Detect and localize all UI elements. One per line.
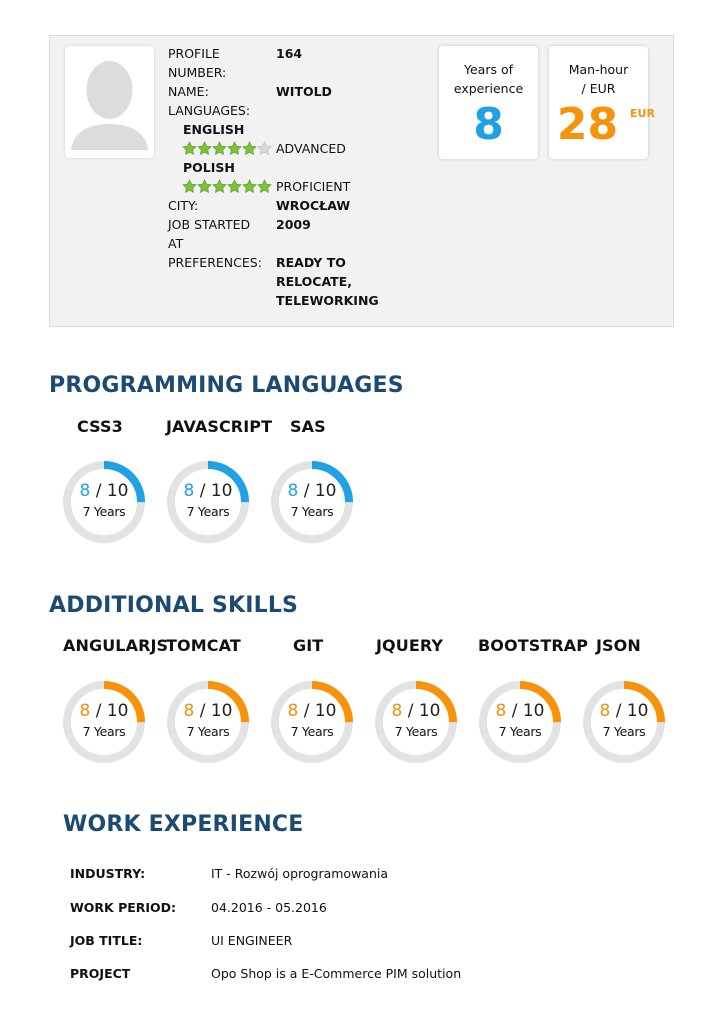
gauge-years: 7 Years (602, 724, 646, 739)
gauge-max-value: 10 (626, 701, 649, 721)
gauge-ring (62, 680, 146, 764)
preferences-label: PREFERENCES: (168, 255, 262, 270)
gauge-score (270, 701, 354, 721)
preferences-value: READY TO RELOCATE, TELEWORKING (276, 255, 379, 308)
gauge-score-value: 8 (391, 701, 403, 721)
star-icon (197, 179, 212, 194)
work-period-label: WORK PERIOD: (70, 900, 177, 915)
gauge-max-value: 10 (210, 701, 233, 721)
gauge-ring (62, 460, 146, 544)
additional-skills-title: ADDITIONAL SKILLS (49, 593, 299, 618)
skill-gauge (166, 460, 250, 544)
gauge-max-value: 10 (314, 481, 337, 501)
gauge-score (62, 481, 146, 501)
skill-name: GIT (293, 636, 324, 655)
gauge-years: 7 Years (290, 504, 334, 519)
rate-caption: Man-hour / EUR (568, 62, 629, 96)
gauge-score (582, 701, 666, 721)
gauge-score-max: / 10 (402, 701, 441, 721)
gauge-max-value: 10 (106, 481, 129, 501)
gauge-score (478, 701, 562, 721)
gauge-score-max: / 10 (298, 701, 337, 721)
experience-stat (439, 46, 538, 159)
skill-name: SAS (290, 417, 326, 436)
gauge-score-value: 8 (287, 701, 299, 721)
work-period-value: 04.2016 - 05.2016 (211, 900, 327, 915)
skill-name: JSON (596, 636, 641, 655)
gauge-score-max: / 10 (506, 701, 545, 721)
gauge-max-value: 10 (522, 701, 545, 721)
gauge-score-value: 8 (287, 481, 299, 501)
skill-name: ANGULARJS (63, 636, 169, 655)
gauge-score (62, 701, 146, 721)
gauge-score (166, 481, 250, 501)
skill-gauge (166, 680, 250, 764)
industry-label: INDUSTRY: (70, 866, 146, 881)
star-icon (242, 179, 257, 194)
job-title-value: UI ENGINEER (211, 933, 293, 948)
gauge-ring (270, 460, 354, 544)
name-value: WITOLD (276, 84, 332, 99)
rate-stat (549, 46, 655, 159)
gauge-score-max: / 10 (194, 701, 233, 721)
language-name-english: ENGLISH (183, 122, 245, 137)
city-value: WROCŁAW (276, 198, 351, 213)
languages-label: LANGUAGES: (168, 103, 251, 118)
star-icon (257, 179, 272, 194)
project-label: PROJECT (70, 966, 131, 981)
gauge-max-value: 10 (418, 701, 441, 721)
gauge-years: 7 Years (82, 724, 126, 739)
avatar (65, 46, 154, 158)
gauge-years: 7 Years (394, 724, 438, 739)
city-label: CITY: (168, 198, 199, 213)
language-level-english: ADVANCED (276, 141, 346, 156)
language-name-polish: POLISH (183, 160, 235, 175)
gauge-ring (478, 680, 562, 764)
gauge-score (270, 481, 354, 501)
rate-currency: EUR (630, 107, 655, 120)
profile-card (49, 35, 674, 327)
skill-gauge (270, 460, 354, 544)
user-silhouette-icon (65, 46, 154, 158)
skill-name: BOOTSTRAP (478, 636, 589, 655)
gauge-ring (582, 680, 666, 764)
profile-number-value: 164 (276, 46, 303, 61)
star-icon (197, 141, 212, 156)
gauge-max-value: 10 (210, 481, 233, 501)
skill-gauge (582, 680, 666, 764)
skill-gauge (374, 680, 458, 764)
star-icon (242, 141, 257, 156)
gauge-max-value: 10 (106, 701, 129, 721)
gauge-score-value: 8 (79, 481, 91, 501)
gauge-ring (374, 680, 458, 764)
work-experience-title: WORK EXPERIENCE (63, 812, 304, 837)
gauge-score-max: / 10 (610, 701, 649, 721)
gauge-ring (166, 460, 250, 544)
industry-value: IT - Rozwój oprogramowania (211, 866, 389, 881)
job-title-label: JOB TITLE: (70, 933, 143, 948)
star-icon (257, 141, 272, 156)
skill-gauge (62, 460, 146, 544)
gauge-score-max: / 10 (194, 481, 233, 501)
experience-caption: Years of experience (453, 62, 524, 96)
gauge-score-max: / 10 (90, 481, 129, 501)
skill-gauge (478, 680, 562, 764)
gauge-score-value: 8 (183, 701, 195, 721)
gauge-score-value: 8 (599, 701, 611, 721)
star-icon (182, 141, 197, 156)
gauge-years: 7 Years (498, 724, 542, 739)
rate-value: 28 (556, 99, 619, 150)
star-icon (212, 141, 227, 156)
name-label: NAME: (168, 84, 209, 99)
gauge-score-max: / 10 (298, 481, 337, 501)
skill-name: TOMCAT (166, 636, 241, 655)
job-started-value: 2009 (276, 217, 311, 232)
gauge-years: 7 Years (290, 724, 334, 739)
star-icon (182, 179, 197, 194)
project-value: Opo Shop is a E-Commerce PIM solution (211, 966, 462, 981)
gauge-years: 7 Years (186, 724, 230, 739)
skill-name: CSS3 (77, 417, 123, 436)
gauge-ring (166, 680, 250, 764)
gauge-max-value: 10 (314, 701, 337, 721)
gauge-score (166, 701, 250, 721)
gauge-ring (270, 680, 354, 764)
programming-languages-title: PROGRAMMING LANGUAGES (49, 373, 404, 398)
skill-gauge (270, 680, 354, 764)
job-started-label: JOB STARTED AT (168, 217, 251, 251)
star-icon (212, 179, 227, 194)
skill-name: JAVASCRIPT (166, 417, 273, 436)
gauge-score-value: 8 (79, 701, 91, 721)
language-rating-polish (182, 179, 272, 194)
star-icon (227, 179, 242, 194)
gauge-score-max: / 10 (90, 701, 129, 721)
gauge-years: 7 Years (82, 504, 126, 519)
profile-number-label: PROFILE NUMBER: (168, 46, 227, 80)
gauge-score-value: 8 (183, 481, 195, 501)
gauge-score (374, 701, 458, 721)
language-rating-english (182, 141, 272, 156)
gauge-score-value: 8 (495, 701, 507, 721)
skill-gauge (62, 680, 146, 764)
gauge-years: 7 Years (186, 504, 230, 519)
skill-name: JQUERY (376, 636, 444, 655)
star-icon (227, 141, 242, 156)
language-level-polish: PROFICIENT (276, 179, 351, 194)
experience-years: 8 (473, 99, 504, 150)
